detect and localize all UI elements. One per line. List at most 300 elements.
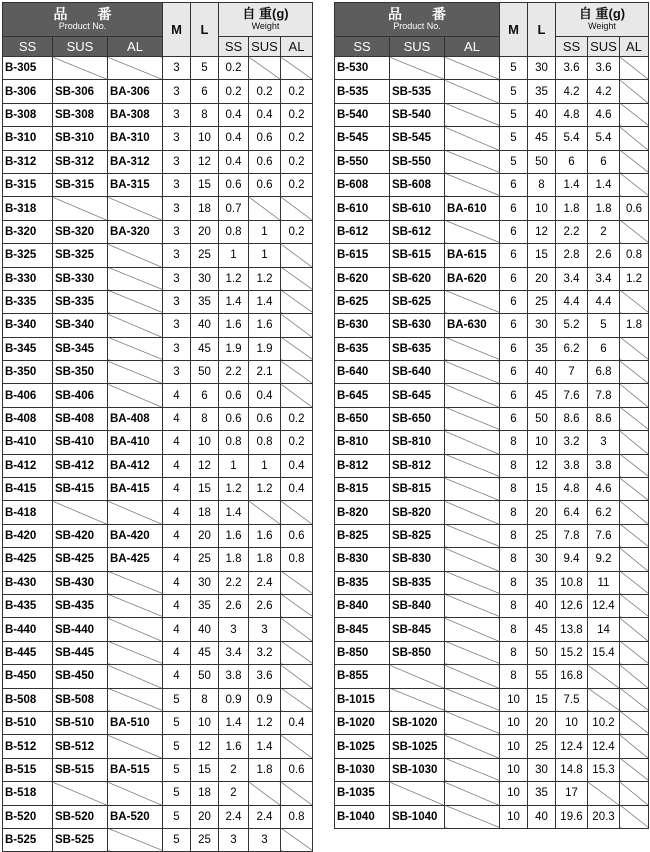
m-value: 8	[500, 454, 528, 477]
weight-header	[219, 3, 313, 37]
weight-header-jp: 自 重(g)	[578, 6, 626, 22]
m-value: 3	[163, 337, 191, 360]
m-value: 5	[500, 57, 528, 80]
ss-code: B-1020	[335, 711, 390, 734]
sus-code: SB-425	[53, 548, 108, 571]
weight-ss: 0.4	[219, 127, 249, 150]
sus-code: SB-640	[390, 361, 445, 384]
sus-code: SB-1040	[390, 805, 445, 828]
weight-sus: 4.4	[588, 290, 620, 313]
ss-code: B-630	[335, 314, 390, 337]
weight-sus: 1.8	[249, 758, 281, 781]
table-row	[335, 127, 649, 150]
sus-code: SB-1020	[390, 711, 445, 734]
l-value: 35	[528, 571, 556, 594]
l-value: 35	[191, 594, 219, 617]
weight-al	[620, 735, 649, 758]
sus-code: SB-645	[390, 384, 445, 407]
weight-sus: 1.2	[249, 267, 281, 290]
al-code	[445, 641, 500, 664]
sus-code: SB-535	[390, 80, 445, 103]
weight-al	[620, 407, 649, 430]
table-row	[3, 454, 313, 477]
m-value: 6	[500, 220, 528, 243]
l-value: 15	[191, 478, 219, 501]
weight-ss: 5.2	[556, 314, 588, 337]
al-code: BA-425	[108, 548, 163, 571]
m-header: M	[163, 3, 191, 57]
weight-ss: 1.6	[219, 735, 249, 758]
weight-al	[281, 501, 313, 524]
al-code	[108, 197, 163, 220]
weight-sus: 2.6	[249, 594, 281, 617]
weight-ss: 1.2	[219, 267, 249, 290]
al-code	[445, 127, 500, 150]
sus-code: SB-620	[390, 267, 445, 290]
ss-code: B-345	[3, 337, 53, 360]
table-row	[335, 501, 649, 524]
sus-code: SB-840	[390, 594, 445, 617]
sus-code: SB-515	[53, 758, 108, 781]
sus-code: SB-440	[53, 618, 108, 641]
weight-sus	[588, 782, 620, 805]
col-al: AL	[445, 37, 500, 57]
m-value: 8	[500, 548, 528, 571]
weight-sus: 11	[588, 571, 620, 594]
al-code	[445, 407, 500, 430]
weight-al	[281, 197, 313, 220]
m-value: 10	[500, 688, 528, 711]
l-value: 12	[528, 220, 556, 243]
weight-ss: 5.4	[556, 127, 588, 150]
l-value: 50	[191, 665, 219, 688]
weight-sus: 2.6	[588, 244, 620, 267]
weight-ss: 19.6	[556, 805, 588, 828]
col-sus: SUS	[390, 37, 445, 57]
table-row	[3, 337, 313, 360]
weight-ss: 1.4	[219, 501, 249, 524]
weight-ss: 7.5	[556, 688, 588, 711]
weight-sus: 5.4	[588, 127, 620, 150]
m-value: 6	[500, 361, 528, 384]
l-value: 8	[191, 103, 219, 126]
sus-code: SB-410	[53, 431, 108, 454]
weight-ss: 1.4	[556, 173, 588, 196]
table-row	[335, 454, 649, 477]
weight-ss: 12.6	[556, 594, 588, 617]
al-code	[108, 57, 163, 80]
ss-code: B-535	[335, 80, 390, 103]
weight-al: 0.2	[281, 220, 313, 243]
table-row	[3, 407, 313, 430]
weight-sus: 6	[588, 150, 620, 173]
al-code: BA-308	[108, 103, 163, 126]
al-code: BA-620	[445, 267, 500, 290]
l-value: 20	[528, 711, 556, 734]
product-header-en: Product No.	[393, 21, 441, 32]
ss-code: B-308	[3, 103, 53, 126]
sus-code: SB-325	[53, 244, 108, 267]
m-value: 6	[500, 267, 528, 290]
ss-code: B-620	[335, 267, 390, 290]
l-value: 10	[191, 711, 219, 734]
l-value: 35	[528, 337, 556, 360]
sus-code: SB-350	[53, 361, 108, 384]
table-row	[3, 103, 313, 126]
l-value: 10	[528, 431, 556, 454]
table-row	[335, 641, 649, 664]
al-code	[108, 267, 163, 290]
al-code: BA-610	[445, 197, 500, 220]
l-value: 12	[191, 454, 219, 477]
weight-ss: 0.2	[219, 80, 249, 103]
ss-code: B-520	[3, 805, 53, 828]
al-code	[445, 711, 500, 734]
m-value: 3	[163, 361, 191, 384]
m-value: 4	[163, 641, 191, 664]
al-code	[108, 828, 163, 851]
weight-al: 0.6	[620, 197, 649, 220]
ss-code: B-325	[3, 244, 53, 267]
l-value: 40	[528, 361, 556, 384]
weight-sus: 1.8	[588, 197, 620, 220]
table-row	[335, 290, 649, 313]
weight-al	[620, 618, 649, 641]
weight-ss: 2	[219, 782, 249, 805]
sus-code	[53, 501, 108, 524]
al-code: BA-415	[108, 478, 163, 501]
ss-code: B-318	[3, 197, 53, 220]
m-value: 10	[500, 735, 528, 758]
col-ss: SS	[3, 37, 53, 57]
weight-ss: 1	[219, 454, 249, 477]
ss-code: B-1030	[335, 758, 390, 781]
sus-code: SB-330	[53, 267, 108, 290]
weight-sus: 6.2	[588, 501, 620, 524]
weight-al: 0.6	[281, 758, 313, 781]
table-row	[335, 594, 649, 617]
al-code: BA-630	[445, 314, 500, 337]
table-row	[3, 290, 313, 313]
weight-ss: 6.2	[556, 337, 588, 360]
table-row	[335, 80, 649, 103]
ss-code: B-640	[335, 361, 390, 384]
weight-al	[620, 641, 649, 664]
ss-code: B-418	[3, 501, 53, 524]
ss-code: B-412	[3, 454, 53, 477]
sus-code: SB-1025	[390, 735, 445, 758]
ss-code: B-305	[3, 57, 53, 80]
weight-al: 0.4	[281, 711, 313, 734]
l-value: 30	[528, 57, 556, 80]
ss-code: B-425	[3, 548, 53, 571]
l-value: 10	[191, 431, 219, 454]
weight-al: 0.2	[281, 407, 313, 430]
l-value: 35	[528, 80, 556, 103]
weight-al	[620, 431, 649, 454]
ss-code: B-540	[335, 103, 390, 126]
weight-al	[620, 665, 649, 688]
table-row	[3, 735, 313, 758]
ss-code: B-408	[3, 407, 53, 430]
weight-sus: 2	[588, 220, 620, 243]
weight-sus: 9.2	[588, 548, 620, 571]
weight-al	[281, 782, 313, 805]
m-value: 4	[163, 384, 191, 407]
l-value: 25	[528, 524, 556, 547]
weight-al	[281, 618, 313, 641]
ss-code: B-850	[335, 641, 390, 664]
weight-sus: 20.3	[588, 805, 620, 828]
l-value: 30	[191, 267, 219, 290]
weight-ss: 0.4	[219, 150, 249, 173]
weight-ss: 1.6	[219, 314, 249, 337]
m-value: 8	[500, 618, 528, 641]
weight-al	[281, 641, 313, 664]
al-code: BA-520	[108, 805, 163, 828]
sus-code: SB-310	[53, 127, 108, 150]
weight-al	[620, 57, 649, 80]
weight-ss: 2.6	[219, 594, 249, 617]
weight-sus: 4.6	[588, 478, 620, 501]
ss-code: B-645	[335, 384, 390, 407]
weight-al: 0.4	[281, 454, 313, 477]
l-value: 18	[191, 197, 219, 220]
weight-ss: 1.6	[219, 524, 249, 547]
weight-sus: 2.1	[249, 361, 281, 384]
l-value: 40	[528, 594, 556, 617]
al-code	[445, 805, 500, 828]
al-code: BA-312	[108, 150, 163, 173]
ss-code: B-350	[3, 361, 53, 384]
ss-code: B-312	[3, 150, 53, 173]
al-code: BA-515	[108, 758, 163, 781]
l-value: 15	[191, 758, 219, 781]
weight-al: 0.4	[281, 478, 313, 501]
m-value: 3	[163, 267, 191, 290]
m-value: 3	[163, 150, 191, 173]
al-code	[445, 431, 500, 454]
weight-ss: 2.2	[219, 571, 249, 594]
al-code	[108, 641, 163, 664]
weight-al	[281, 57, 313, 80]
weight-sus: 1.2	[249, 711, 281, 734]
col-weight-al: AL	[281, 37, 313, 57]
col-weight-sus: SUS	[588, 37, 620, 57]
sus-code: SB-308	[53, 103, 108, 126]
al-code	[445, 220, 500, 243]
ss-code: B-815	[335, 478, 390, 501]
al-code	[445, 758, 500, 781]
sus-code: SB-435	[53, 594, 108, 617]
col-weight-ss: SS	[219, 37, 249, 57]
sus-code: SB-610	[390, 197, 445, 220]
l-value: 35	[191, 290, 219, 313]
table-row	[335, 407, 649, 430]
table-row	[335, 758, 649, 781]
al-code	[108, 782, 163, 805]
m-value: 3	[163, 127, 191, 150]
ss-code: B-410	[3, 431, 53, 454]
l-value: 8	[191, 407, 219, 430]
m-value: 10	[500, 758, 528, 781]
al-code	[108, 314, 163, 337]
weight-ss: 0.8	[219, 431, 249, 454]
m-value: 3	[163, 220, 191, 243]
al-code: BA-615	[445, 244, 500, 267]
al-code	[445, 571, 500, 594]
weight-ss: 2.8	[556, 244, 588, 267]
weight-al	[620, 478, 649, 501]
weight-ss: 14.8	[556, 758, 588, 781]
col-weight-al: AL	[620, 37, 649, 57]
table-row	[3, 244, 313, 267]
sus-code: SB-545	[390, 127, 445, 150]
weight-sus: 1.4	[588, 173, 620, 196]
al-code	[108, 384, 163, 407]
m-value: 6	[500, 290, 528, 313]
weight-al	[620, 150, 649, 173]
l-value: 15	[528, 688, 556, 711]
sus-code	[53, 197, 108, 220]
weight-ss: 7	[556, 361, 588, 384]
col-weight-sus: SUS	[249, 37, 281, 57]
l-value: 15	[528, 478, 556, 501]
weight-sus: 7.6	[588, 524, 620, 547]
al-code	[108, 594, 163, 617]
ss-code: B-1035	[335, 782, 390, 805]
weight-sus: 4.2	[588, 80, 620, 103]
l-value: 45	[528, 618, 556, 641]
weight-al	[620, 454, 649, 477]
weight-header	[556, 3, 649, 37]
weight-ss: 7.8	[556, 524, 588, 547]
al-code	[445, 688, 500, 711]
m-value: 5	[163, 711, 191, 734]
ss-code: B-406	[3, 384, 53, 407]
sus-code: SB-615	[390, 244, 445, 267]
weight-ss: 1.4	[219, 290, 249, 313]
m-value: 3	[163, 290, 191, 313]
al-code	[445, 103, 500, 126]
al-code	[108, 290, 163, 313]
ss-code: B-650	[335, 407, 390, 430]
l-value: 6	[191, 384, 219, 407]
weight-sus: 8.6	[588, 407, 620, 430]
product-header-jp: 品 番	[53, 5, 120, 22]
al-code: BA-510	[108, 711, 163, 734]
weight-sus: 0.4	[249, 103, 281, 126]
sus-code: SB-306	[53, 80, 108, 103]
sus-code	[390, 688, 445, 711]
l-value: 25	[191, 548, 219, 571]
m-value: 4	[163, 407, 191, 430]
weight-ss: 3	[219, 828, 249, 851]
weight-sus: 1	[249, 454, 281, 477]
weight-al	[620, 524, 649, 547]
m-value: 3	[163, 314, 191, 337]
ss-code: B-430	[3, 571, 53, 594]
table-row	[3, 478, 313, 501]
sus-code: SB-1030	[390, 758, 445, 781]
weight-al	[281, 665, 313, 688]
weight-al	[620, 758, 649, 781]
l-value: 55	[528, 665, 556, 688]
weight-ss: 0.9	[219, 688, 249, 711]
ss-code: B-635	[335, 337, 390, 360]
al-code	[445, 594, 500, 617]
m-value: 4	[163, 524, 191, 547]
weight-al	[620, 501, 649, 524]
weight-ss: 8.6	[556, 407, 588, 430]
table-row	[3, 548, 313, 571]
ss-code: B-510	[3, 711, 53, 734]
sus-code: SB-508	[53, 688, 108, 711]
m-value: 4	[163, 594, 191, 617]
l-value: 20	[528, 501, 556, 524]
weight-al	[620, 782, 649, 805]
weight-ss: 12.4	[556, 735, 588, 758]
ss-code: B-840	[335, 594, 390, 617]
weight-al: 0.2	[281, 127, 313, 150]
al-code	[108, 571, 163, 594]
sus-code: SB-525	[53, 828, 108, 851]
m-value: 8	[500, 524, 528, 547]
m-value: 3	[163, 197, 191, 220]
table-row	[3, 127, 313, 150]
l-value: 15	[528, 244, 556, 267]
weight-ss: 0.6	[219, 384, 249, 407]
ss-code: B-1040	[335, 805, 390, 828]
al-code	[445, 454, 500, 477]
l-value: 25	[191, 244, 219, 267]
table-row	[3, 665, 313, 688]
m-value: 8	[500, 501, 528, 524]
l-value: 45	[528, 127, 556, 150]
weight-ss: 3	[219, 618, 249, 641]
weight-al	[281, 314, 313, 337]
sus-code: SB-420	[53, 524, 108, 547]
weight-sus: 3.8	[588, 454, 620, 477]
table-row	[335, 735, 649, 758]
weight-ss: 1.2	[219, 478, 249, 501]
table-row	[3, 688, 313, 711]
table-row	[335, 150, 649, 173]
m-value: 6	[500, 244, 528, 267]
weight-ss: 4.8	[556, 103, 588, 126]
al-code	[445, 337, 500, 360]
weight-sus: 3.6	[588, 57, 620, 80]
weight-sus: 3	[588, 431, 620, 454]
weight-al	[281, 735, 313, 758]
l-value: 20	[191, 524, 219, 547]
l-value: 20	[528, 267, 556, 290]
weight-al	[620, 220, 649, 243]
weight-al	[620, 384, 649, 407]
al-code	[445, 618, 500, 641]
table-row	[335, 711, 649, 734]
weight-ss: 0.8	[219, 220, 249, 243]
ss-code: B-612	[335, 220, 390, 243]
col-al: AL	[108, 37, 163, 57]
weight-al	[620, 571, 649, 594]
weight-al	[620, 290, 649, 313]
weight-sus: 3.4	[588, 267, 620, 290]
al-code	[108, 337, 163, 360]
weight-ss: 13.8	[556, 618, 588, 641]
al-code	[108, 665, 163, 688]
table-row	[3, 571, 313, 594]
